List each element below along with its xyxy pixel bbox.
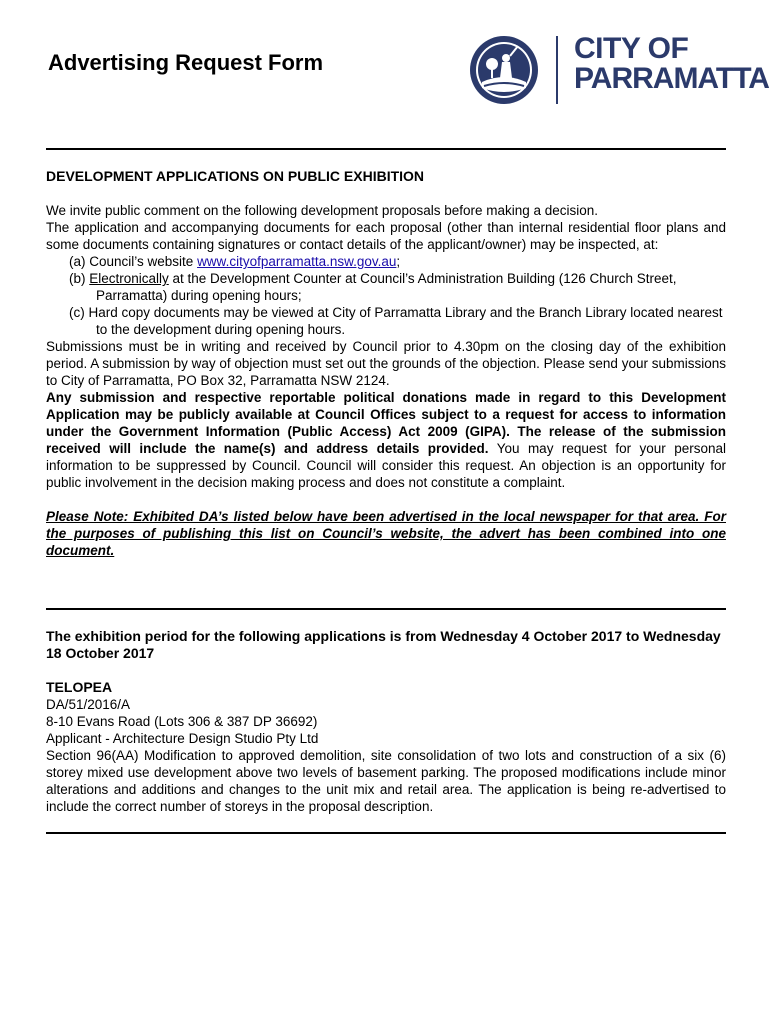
logo-wordmark (574, 34, 769, 94)
inspection-list (46, 253, 726, 338)
logo-line-1: CITY OF (574, 32, 689, 65)
applicant: Applicant - Architecture Design Studio Pty Ltd (46, 731, 319, 746)
item-b-rest: at the Development Counter at Council’s Administration Building (126 Church Street, Parramatta) during opening hours; (96, 271, 677, 303)
da-number: DA/51/2016/A (46, 697, 131, 712)
logo-divider (556, 36, 558, 104)
item-b-underlined: Electronically (89, 271, 169, 286)
city-of-parramatta-logo (468, 30, 769, 110)
council-website-link[interactable]: www.cityofparramatta.nsw.gov.au (197, 254, 397, 269)
item-a-prefix: (a) Council’s website (69, 254, 198, 269)
list-item: (c) Hard copy documents may be viewed at City of Parramatta Library and the Branch Library located nearest to the development during opening hours. (69, 305, 723, 337)
list-item (46, 270, 726, 304)
submissions-paragraph: Submissions must be in writing and received by Council prior to 4.30pm on the closing day of the exhibition period. A submission by way of objection must set out the grounds of the objection. Please send your submissions to City of Parramatta, PO Box 32, Parramatta NSW 2124. (46, 339, 726, 388)
application-listing (46, 628, 726, 815)
logo-line-2: PARRAMATTA (574, 62, 769, 95)
gipa-paragraph (46, 389, 726, 491)
list-item (46, 253, 726, 270)
suburb-heading: TELOPEA (46, 679, 113, 695)
proposal-description: Section 96(AA) Modification to approved demolition, site consolidation of two lots and construction of a six (6) storey mixed use development above two levels of basement parking. The proposed modifications include minor alterations and additions and changes to the unit mix and retail area. The application is being re-advertised to include the correct number of storeys in the proposal description. (46, 748, 726, 814)
exhibition-notice (46, 168, 726, 559)
property-address: 8-10 Evans Road (Lots 306 & 387 DP 36692) (46, 714, 318, 729)
divider-top (46, 148, 726, 150)
divider-bottom (46, 832, 726, 834)
suppression-text: You may request for your personal information to be suppressed by Council. Council will consider this request. An objection is an opportunity for public involvement in the decision making process and does not constitute a complaint. (46, 441, 726, 490)
intro-paragraph: The application and accompanying documents for each proposal (other than internal residential floor plans and some documents containing signatures or contact details of the applicant/owner) may be inspected, at: (46, 220, 726, 252)
intro-line: We invite public comment on the following development proposals before making a decision. (46, 203, 599, 218)
item-a-suffix: ; (396, 254, 401, 269)
page-title: Advertising Request Form (48, 50, 324, 75)
please-note: Please Note: Exhibited DA’s listed below have been advertised in the local newspaper for that area. For the purposes of publishing this list on Council’s website, the advert has been combined into one document. (46, 509, 726, 558)
gipa-notice: Any submission and respective reportable political donations made in regard to this Development Application may be publicly available at Council Offices subject to a request for access to information under the Government Information (Public Access) Act 2009 (GIPA). The release of the submission received will include the name(s) and address details provided. (46, 390, 726, 456)
section-heading: DEVELOPMENT APPLICATIONS ON PUBLIC EXHIBITION (46, 168, 425, 184)
exhibition-period: The exhibition period for the following applications is from Wednesday 4 October 2017 to Wednesday 18 October 2017 (46, 628, 721, 661)
parramatta-emblem-icon (468, 34, 540, 106)
divider-middle (46, 608, 726, 610)
item-b-prefix: (b) (69, 271, 90, 286)
